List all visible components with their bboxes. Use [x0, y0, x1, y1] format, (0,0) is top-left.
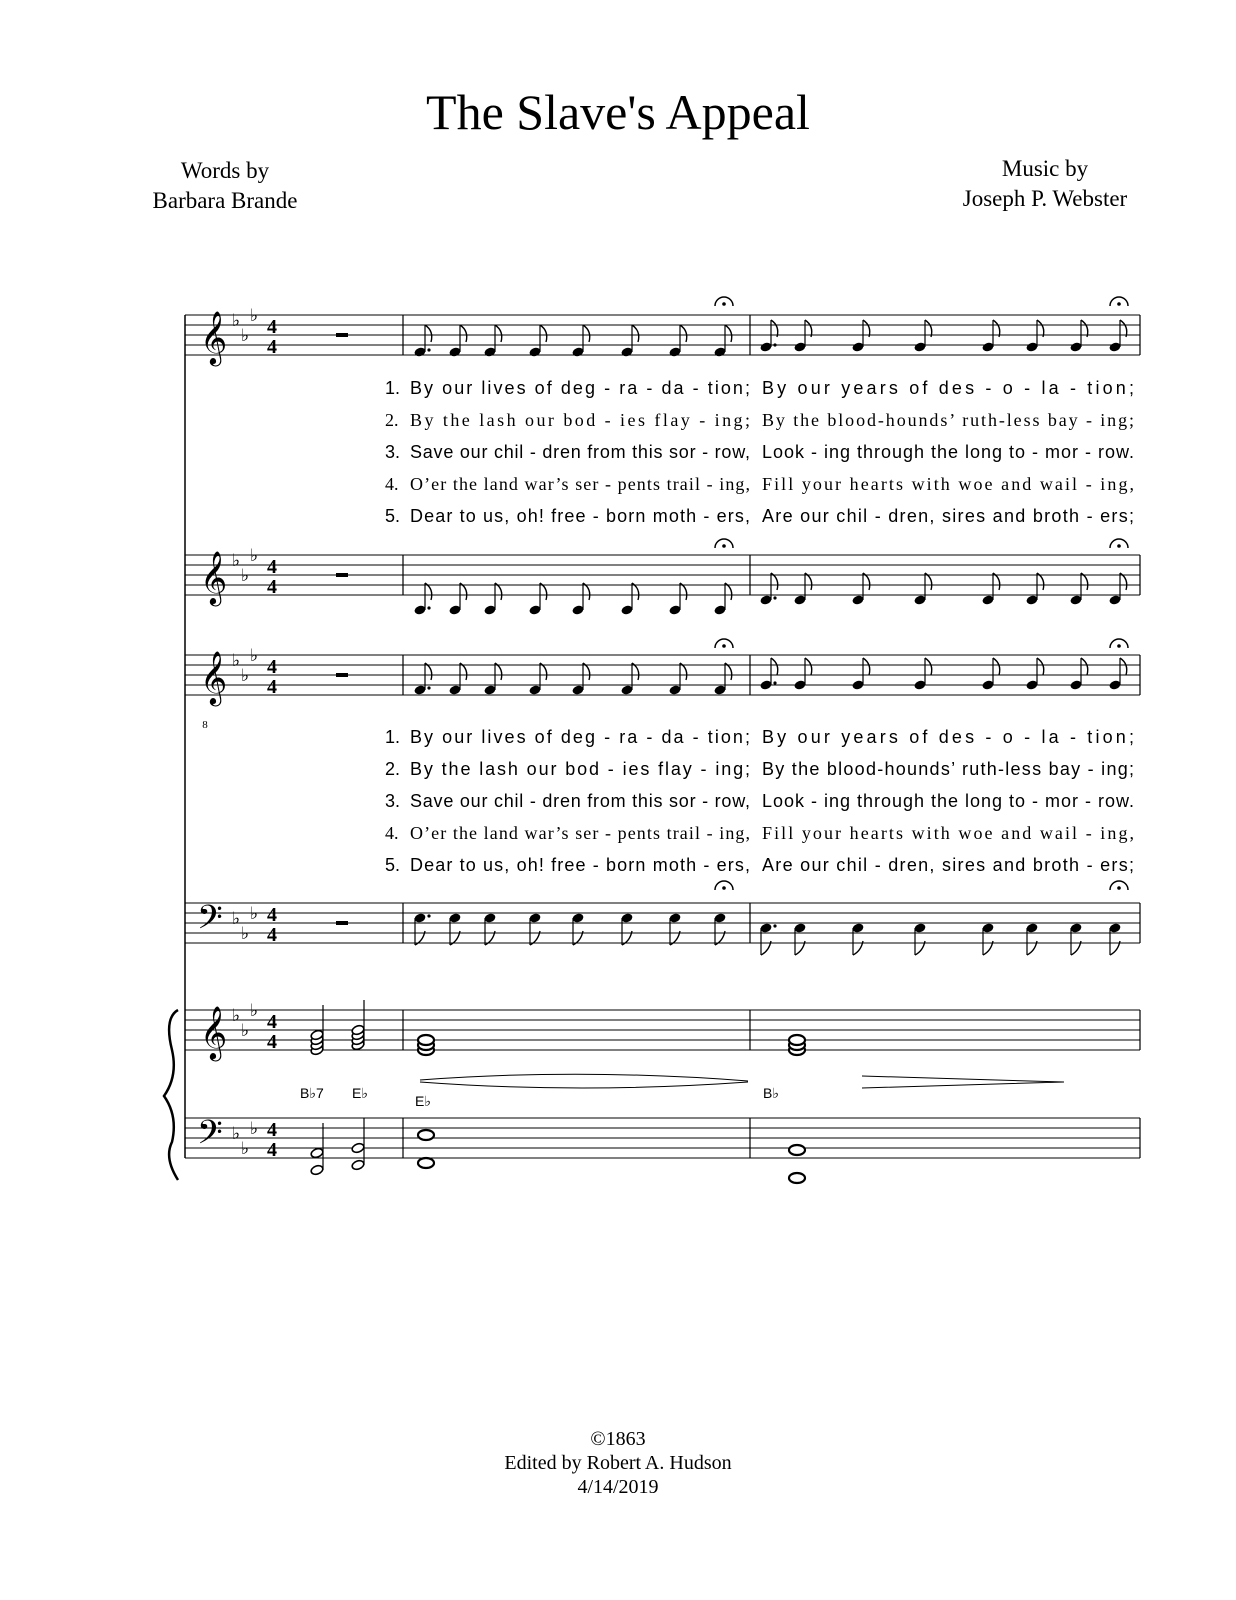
note-flag — [771, 658, 778, 675]
note-flag — [1081, 658, 1088, 675]
fermata-dot — [1117, 544, 1121, 548]
flat-icon: ♭ — [250, 646, 259, 666]
whole-rest — [336, 921, 348, 925]
whole-note — [789, 1173, 805, 1183]
half-note — [351, 1142, 365, 1154]
flat-icon: ♭ — [241, 566, 250, 586]
note-flag — [583, 663, 590, 680]
note-flag — [725, 663, 732, 680]
time-signature-bottom: 4 — [267, 336, 277, 358]
footer — [0, 1427, 1236, 1499]
dot — [427, 348, 430, 351]
fermata-dot — [722, 644, 726, 648]
verse-number: 1. — [385, 378, 401, 398]
note-flag — [632, 583, 639, 600]
whole-note — [418, 1158, 434, 1168]
note-flag — [725, 583, 732, 600]
lyric-measure-3: Fill your hearts with woe and wail - ing, — [762, 823, 1134, 843]
octave-marker: 8 — [202, 719, 208, 731]
whole-note — [789, 1035, 805, 1045]
verse-number: 4. — [385, 823, 399, 843]
note-flag — [805, 573, 812, 590]
lyric-measure-3: Look - ing through the long to - mor - row. — [762, 791, 1134, 811]
note-flag — [680, 583, 687, 600]
composer-name: Joseph P. Webster — [962, 186, 1128, 211]
verse-number: 2. — [385, 410, 399, 430]
lyric-measure-3: By our years of des - o - la - tion; — [762, 378, 1134, 398]
note-flag — [805, 658, 812, 675]
time-signature-top: 4 — [267, 904, 277, 926]
half-note — [351, 1159, 365, 1171]
chord-symbol: E♭ — [415, 1093, 431, 1109]
dot — [773, 343, 776, 346]
time-signature-top: 4 — [267, 1011, 277, 1033]
flat-icon: ♭ — [250, 1119, 259, 1139]
flat-icon: ♭ — [241, 326, 250, 346]
flat-icon: ♭ — [241, 924, 250, 944]
half-note — [310, 1164, 324, 1176]
lyricist-name: Barbara Brande — [152, 188, 298, 213]
note-flag — [1081, 573, 1088, 590]
fermata-dot — [1117, 302, 1121, 306]
half-note — [310, 1147, 324, 1159]
lyric-measure-3: Are our chil - dren, sires and broth - ers; — [762, 506, 1134, 526]
flat-icon: ♭ — [232, 1006, 241, 1026]
bass-clef-icon: 𝄢 — [197, 1114, 223, 1160]
dot — [427, 606, 430, 609]
note-flag — [1037, 658, 1044, 675]
lyric-measure-2: O’er the land war’s ser - pents trail - ing, — [410, 474, 750, 494]
flat-icon: ♭ — [232, 651, 241, 671]
whole-rest — [336, 673, 348, 677]
lyric-measure-3: Are our chil - dren, sires and broth - ers; — [762, 855, 1134, 875]
note-flag — [1120, 658, 1127, 675]
note-flag — [771, 320, 778, 337]
whole-rest — [336, 573, 348, 577]
time-signature-bottom: 4 — [267, 1031, 277, 1053]
note-flag — [540, 663, 547, 680]
words-by-label: Words by — [180, 158, 270, 183]
lyric-measure-3: Look - ing through the long to - mor - row. — [762, 442, 1134, 462]
note-flag — [460, 663, 467, 680]
lyric-measure-2: Save our chil - dren from this sor - row, — [410, 442, 750, 462]
note-flag — [725, 325, 732, 342]
edit-date: 4/14/2019 — [577, 1476, 659, 1498]
chord-symbol: E♭ — [352, 1085, 368, 1101]
copyright-year: ©1863 — [590, 1428, 646, 1450]
whole-rest — [336, 333, 348, 337]
time-signature-bottom: 4 — [267, 924, 277, 946]
note-flag — [495, 663, 502, 680]
lyric-measure-2: By our lives of deg - ra - da - tion; — [410, 378, 750, 398]
note-flag — [632, 325, 639, 342]
fermata-dot — [722, 544, 726, 548]
lyric-measure-2: Dear to us, oh! free - born moth - ers, — [410, 855, 750, 875]
time-signature-top: 4 — [267, 1119, 277, 1141]
whole-note — [789, 1145, 805, 1155]
flat-icon: ♭ — [250, 306, 259, 326]
whole-note — [418, 1130, 434, 1140]
note-flag — [460, 583, 467, 600]
fermata-dot — [1117, 886, 1121, 890]
note-flag — [680, 663, 687, 680]
song-title: The Slave's Appeal — [426, 84, 810, 140]
treble-clef-icon: 𝄞 — [200, 550, 228, 604]
time-signature-top: 4 — [267, 656, 277, 678]
time-signature-top: 4 — [267, 556, 277, 578]
treble-clef-icon: 𝄞 — [200, 310, 228, 364]
lyric-measure-2: O’er the land war’s ser - pents trail - ing, — [410, 823, 750, 843]
note-flag — [925, 658, 932, 675]
note-flag — [1037, 320, 1044, 337]
note-flag — [583, 583, 590, 600]
flat-icon: ♭ — [232, 311, 241, 331]
flat-icon: ♭ — [241, 666, 250, 686]
flat-icon: ♭ — [250, 1001, 259, 1021]
note-flag — [680, 325, 687, 342]
dot — [773, 681, 776, 684]
lyric-measure-3: By the blood-hounds’ ruth-less bay - ing; — [762, 759, 1134, 779]
chord-symbol: B♭ — [763, 1085, 779, 1101]
note-flag — [1037, 573, 1044, 590]
grand-staff-brace — [164, 1010, 178, 1180]
dot — [773, 596, 776, 599]
note-flag — [993, 573, 1000, 590]
note-flag — [993, 658, 1000, 675]
note-flag — [1081, 320, 1088, 337]
bass-clef-icon: 𝄢 — [197, 899, 223, 945]
chord-symbol: B♭7 — [300, 1085, 324, 1101]
lyric-measure-2: By our lives of deg - ra - da - tion; — [410, 727, 750, 747]
music-by-label: Music by — [1001, 156, 1089, 181]
editor-credit: Edited by Robert A. Hudson — [504, 1452, 732, 1474]
lyric-measure-2: Dear to us, oh! free - born moth - ers, — [410, 506, 750, 526]
lyric-measure-3: By our years of des - o - la - tion; — [762, 727, 1134, 747]
verse-number: 3. — [385, 442, 401, 462]
flat-icon: ♭ — [232, 551, 241, 571]
note-flag — [583, 325, 590, 342]
fermata-dot — [722, 886, 726, 890]
lyric-measure-2: By the lash our bod - ies flay - ing; — [410, 759, 750, 779]
note-flag — [632, 663, 639, 680]
dot — [773, 924, 776, 927]
decrescendo-hairpin — [862, 1076, 1064, 1088]
flat-icon: ♭ — [241, 1139, 250, 1159]
time-signature-top: 4 — [267, 316, 277, 338]
verse-number: 1. — [385, 727, 401, 747]
dot — [427, 686, 430, 689]
fermata-dot — [1117, 644, 1121, 648]
lyric-measure-2: Save our chil - dren from this sor - row, — [410, 791, 750, 811]
time-signature-bottom: 4 — [267, 576, 277, 598]
note-flag — [540, 325, 547, 342]
note-flag — [925, 320, 932, 337]
note-flag — [460, 325, 467, 342]
verse-number: 3. — [385, 791, 401, 811]
flat-icon: ♭ — [232, 909, 241, 929]
note-flag — [1120, 320, 1127, 337]
treble-clef-icon: 𝄞 — [200, 650, 228, 704]
note-flag — [993, 320, 1000, 337]
verse-number: 2. — [385, 759, 401, 779]
decrescendo-hairpin — [420, 1082, 748, 1088]
treble-clef-icon: 𝄞 — [200, 1005, 228, 1059]
verse-number: 5. — [385, 506, 401, 526]
dot — [427, 914, 430, 917]
note-flag — [425, 663, 432, 680]
verse-number: 4. — [385, 474, 399, 494]
flat-icon: ♭ — [250, 904, 259, 924]
note-flag — [425, 325, 432, 342]
note-flag — [425, 583, 432, 600]
flat-icon: ♭ — [250, 546, 259, 566]
note-flag — [495, 325, 502, 342]
note-flag — [863, 658, 870, 675]
note-flag — [863, 320, 870, 337]
flat-icon: ♭ — [241, 1021, 250, 1041]
note-flag — [925, 573, 932, 590]
lyric-measure-3: Fill your hearts with woe and wail - ing, — [762, 474, 1134, 494]
verse-number: 5. — [385, 855, 401, 875]
note-flag — [540, 583, 547, 600]
lyric-measure-3: By the blood-hounds’ ruth-less bay - ing; — [762, 410, 1134, 430]
crescendo-hairpin — [420, 1074, 748, 1081]
note-flag — [805, 320, 812, 337]
fermata-dot — [722, 302, 726, 306]
time-signature-bottom: 4 — [267, 1139, 277, 1161]
time-signature-bottom: 4 — [267, 676, 277, 698]
note-flag — [495, 583, 502, 600]
note-flag — [771, 573, 778, 590]
note-flag — [1120, 573, 1127, 590]
flat-icon: ♭ — [232, 1124, 241, 1144]
lyric-measure-2: By the lash our bod - ies flay - ing; — [410, 410, 750, 430]
whole-note — [418, 1035, 434, 1045]
note-flag — [863, 573, 870, 590]
